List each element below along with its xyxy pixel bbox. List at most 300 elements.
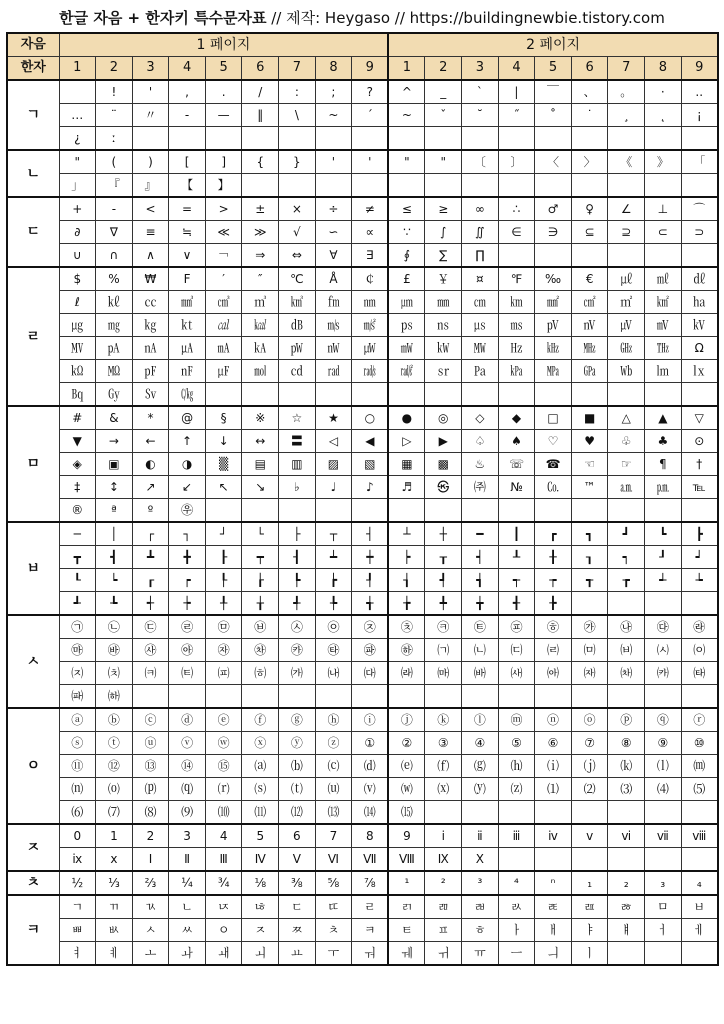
symbol-cell: ㎎ [96, 314, 133, 337]
symbol-cell: ^ [388, 80, 425, 104]
symbol-cell: ㏛ [425, 360, 462, 383]
symbol-cell: ┲ [608, 569, 645, 592]
symbol-cell: ⑥ [535, 732, 572, 755]
symbol-cell: ㎱ [425, 314, 462, 337]
symbol-cell: ⑩ [681, 732, 718, 755]
symbol-cell: 『 [96, 174, 133, 198]
symbol-cell [462, 383, 499, 407]
symbol-cell: 』 [132, 174, 169, 198]
symbol-cell: ∧ [132, 244, 169, 268]
symbol-cell: } [279, 150, 316, 174]
symbol-cell: ┠ [205, 546, 242, 569]
symbol-cell: ' [132, 80, 169, 104]
symbol-cell: ㅟ [425, 942, 462, 966]
symbol-cell: ─ [59, 522, 96, 546]
symbol-cell: ⒮ [242, 778, 279, 801]
symbol-cell [425, 383, 462, 407]
header-corner-consonant: 자음 [7, 33, 59, 57]
symbol-cell: ∞ [462, 197, 499, 221]
symbol-cell: № [498, 476, 535, 499]
symbol-cell: ㅖ [96, 942, 133, 966]
symbol-cell: ㏜ [132, 383, 169, 407]
symbol-cell: ≠ [352, 197, 389, 221]
symbol-cell [535, 174, 572, 198]
symbol-cell: ₂ [608, 871, 645, 895]
symbol-cell: ╂ [535, 546, 572, 569]
symbol-cell: ㎫ [535, 360, 572, 383]
symbol-cell: ⓨ [279, 732, 316, 755]
symbol-row [7, 267, 718, 291]
symbol-cell: ㎢ [645, 291, 682, 314]
symbol-cell: ⓢ [59, 732, 96, 755]
symbol-cell: ◐ [132, 453, 169, 476]
symbol-cell: ㈂ [498, 639, 535, 662]
symbol-cell: ⅞ [352, 871, 389, 895]
symbol-cell: ♤ [462, 430, 499, 453]
symbol-cell: ⓑ [96, 708, 133, 732]
symbol-cell [315, 685, 352, 709]
symbol-cell: ² [425, 871, 462, 895]
symbol-cell: ㈔ [498, 662, 535, 685]
symbol-cell: 〉 [571, 150, 608, 174]
symbol-cell: ㉪ [425, 615, 462, 639]
symbol-cell [571, 685, 608, 709]
symbol-cell: ⒲ [388, 778, 425, 801]
symbol-cell: ⓝ [535, 708, 572, 732]
symbol-cell: ㈐ [352, 662, 389, 685]
symbol-cell: ┚ [645, 546, 682, 569]
symbol-cell: ㏅ [279, 360, 316, 383]
consonant-label: ㅋ [7, 895, 59, 965]
symbol-cell: ㅎ [462, 919, 499, 942]
symbol-cell: ! [96, 80, 133, 104]
symbol-cell: ¡ [681, 104, 718, 127]
symbol-cell: ┌ [132, 522, 169, 546]
symbol-cell: ⓩ [315, 732, 352, 755]
symbol-cell: ∽ [315, 221, 352, 244]
symbol-cell: ⊙ [681, 430, 718, 453]
column-number: 4 [498, 57, 535, 81]
symbol-cell: ㅓ [645, 919, 682, 942]
symbol-cell [498, 244, 535, 268]
symbol-cell [498, 848, 535, 872]
column-number: 8 [315, 57, 352, 81]
symbol-cell: ㏐ [645, 360, 682, 383]
symbol-cell [535, 383, 572, 407]
symbol-cell: ㄶ [242, 895, 279, 919]
symbol-cell: ① [352, 732, 389, 755]
symbol-cell: ㎵ [571, 314, 608, 337]
symbol-cell: Ⅱ [169, 848, 206, 872]
page-2-header: 2 페이지 [388, 33, 717, 57]
symbol-cell: ▦ [388, 453, 425, 476]
symbol-cell [681, 848, 718, 872]
symbol-cell: ∈ [498, 221, 535, 244]
symbol-cell: º [132, 499, 169, 523]
symbol-cell [645, 592, 682, 616]
symbol-cell: ∏ [462, 244, 499, 268]
symbol-cell: ㉳ [96, 639, 133, 662]
symbol-row [7, 453, 718, 476]
symbol-cell: ⑶ [608, 778, 645, 801]
symbol-cell: ™ [571, 476, 608, 499]
symbol-cell: 。 [608, 80, 645, 104]
symbol-cell: F [169, 267, 206, 291]
symbol-cell: , [169, 80, 206, 104]
symbol-cell: ┥ [462, 546, 499, 569]
symbol-cell: ㈉ [96, 662, 133, 685]
symbol-row [7, 221, 718, 244]
symbol-cell: ₃ [645, 871, 682, 895]
symbol-cell: ⑧ [608, 732, 645, 755]
symbol-cell: ⅱ [462, 824, 499, 848]
symbol-cell: ⁿ [535, 871, 572, 895]
symbol-row [7, 174, 718, 198]
symbol-cell: ㄳ [132, 895, 169, 919]
symbol-cell: ⑼ [169, 801, 206, 825]
symbol-row [7, 499, 718, 523]
symbol-cell: ㄴ [169, 895, 206, 919]
symbol-cell: ⑭ [169, 755, 206, 778]
symbol-cell: ` [462, 80, 499, 104]
column-number: 9 [681, 57, 718, 81]
symbol-cell: ┐ [169, 522, 206, 546]
symbol-cell: ♧ [608, 430, 645, 453]
symbol-cell: ㈗ [608, 662, 645, 685]
symbol-cell: ¶ [645, 453, 682, 476]
symbol-cell: ㎽ [388, 337, 425, 360]
symbol-cell [279, 174, 316, 198]
consonant-label: ㄱ [7, 80, 59, 150]
symbol-cell: ⒴ [462, 778, 499, 801]
symbol-cell: ㎩ [462, 360, 499, 383]
symbol-cell: ㈊ [132, 662, 169, 685]
symbol-cell: ㏈ [279, 314, 316, 337]
symbol-cell: ⑿ [279, 801, 316, 825]
symbol-cell: ┣ [681, 522, 718, 546]
symbol-cell: ㎑ [535, 337, 572, 360]
symbol-cell: ㉰ [645, 615, 682, 639]
symbol-cell [169, 685, 206, 709]
symbol-cell: ㎷ [645, 314, 682, 337]
symbol-cell: 0 [59, 824, 96, 848]
symbol-cell: ⒝ [279, 755, 316, 778]
symbol-cell: ㉥ [242, 615, 279, 639]
symbol-cell: ↔ [242, 430, 279, 453]
symbol-row [7, 337, 718, 360]
symbol-cell: ┰ [425, 546, 462, 569]
symbol-cell: ㎈ [205, 314, 242, 337]
symbol-cell: ≫ [242, 221, 279, 244]
symbol-cell: ㉨ [352, 615, 389, 639]
symbol-cell: — [205, 104, 242, 127]
symbol-cell: ~ [315, 104, 352, 127]
symbol-cell: ⊥ [645, 197, 682, 221]
symbol-cell [388, 499, 425, 523]
symbol-row [7, 895, 718, 919]
symbol-cell: 7 [315, 824, 352, 848]
symbol-cell: ㎨ [352, 314, 389, 337]
consonant-label: ㄴ [7, 150, 59, 197]
symbol-cell: □ [535, 406, 572, 430]
symbol-cell: ⒢ [462, 755, 499, 778]
symbol-cell: ∵ [388, 221, 425, 244]
symbol-cell: ╅ [352, 592, 389, 616]
symbol-cell: ⓚ [425, 708, 462, 732]
symbol-cell: ⒰ [315, 778, 352, 801]
symbol-cell [645, 127, 682, 151]
symbol-cell: ㉦ [279, 615, 316, 639]
symbol-cell: ┗ [645, 522, 682, 546]
symbol-cell [608, 127, 645, 151]
symbol-cell [462, 127, 499, 151]
symbol-cell [425, 127, 462, 151]
symbol-cell: % [96, 267, 133, 291]
symbol-cell: ⒠ [388, 755, 425, 778]
symbol-cell: ☎ [535, 453, 572, 476]
symbol-cell: ] [205, 150, 242, 174]
symbol-cell: ⒜ [242, 755, 279, 778]
symbol-cell: - [169, 104, 206, 127]
symbol-cell: ㎘ [96, 291, 133, 314]
symbol-cell: ˚ [535, 104, 572, 127]
symbol-cell [205, 127, 242, 151]
symbol-cell [315, 499, 352, 523]
symbol-cell [571, 848, 608, 872]
symbol-cell [388, 383, 425, 407]
symbol-cell [279, 127, 316, 151]
symbol-cell: ㎠ [571, 291, 608, 314]
symbol-cell: .. [681, 80, 718, 104]
symbol-cell: ㎉ [242, 314, 279, 337]
symbol-row [7, 732, 718, 755]
symbol-cell: ㈏ [315, 662, 352, 685]
symbol-cell [242, 499, 279, 523]
symbol-cell: → [96, 430, 133, 453]
symbol-cell: ⓥ [169, 732, 206, 755]
symbol-cell: ₁ [571, 871, 608, 895]
symbol-cell: Ⅹ [462, 848, 499, 872]
symbol-cell: ㅈ [242, 919, 279, 942]
symbol-cell: ㅂ [681, 895, 718, 919]
symbol-cell [498, 685, 535, 709]
symbol-cell: ⒫ [132, 778, 169, 801]
symbol-cell [498, 127, 535, 151]
symbol-cell: 〓 [279, 430, 316, 453]
symbol-cell: ★ [315, 406, 352, 430]
symbol-cell [571, 383, 608, 407]
symbol-cell: ② [388, 732, 425, 755]
symbol-cell: ㉷ [242, 639, 279, 662]
symbol-cell [681, 499, 718, 523]
symbol-cell: ┝ [388, 546, 425, 569]
symbol-cell: 《 [608, 150, 645, 174]
symbol-cell: ┭ [498, 569, 535, 592]
symbol-cell: ♣ [645, 430, 682, 453]
symbol-cell [608, 174, 645, 198]
symbol-cell: ㉲ [59, 639, 96, 662]
symbol-cell: ♬ [388, 476, 425, 499]
symbol-cell: ㉮ [571, 615, 608, 639]
symbol-cell: ⑮ [205, 755, 242, 778]
symbol-cell [169, 127, 206, 151]
symbol-cell: ⑫ [96, 755, 133, 778]
symbol-cell: ㏄ [132, 291, 169, 314]
symbol-row [7, 360, 718, 383]
symbol-cell: √ [279, 221, 316, 244]
symbol-cell: 】 [205, 174, 242, 198]
symbol-cell: ㎛ [388, 291, 425, 314]
symbol-cell: ㈎ [279, 662, 316, 685]
symbol-cell: ℉ [498, 267, 535, 291]
symbol-row [7, 127, 718, 151]
symbol-cell: ㉱ [681, 615, 718, 639]
symbol-cell: ╉ [498, 592, 535, 616]
symbol-cell: Ⅷ [388, 848, 425, 872]
symbol-cell: ∂ [59, 221, 96, 244]
symbol-row [7, 104, 718, 127]
symbol-cell: ㅔ [681, 919, 718, 942]
symbol-cell: ⇔ [279, 244, 316, 268]
symbol-cell [242, 127, 279, 151]
symbol-cell: ㈓ [462, 662, 499, 685]
symbol-cell: 」 [59, 174, 96, 198]
symbol-cell: ⁴ [498, 871, 535, 895]
symbol-cell: ¾ [205, 871, 242, 895]
symbol-cell: + [59, 197, 96, 221]
header-row-numbers [7, 57, 718, 81]
symbol-cell: ㈙ [681, 662, 718, 685]
symbol-cell: ㉩ [388, 615, 425, 639]
symbol-cell: ㈑ [388, 662, 425, 685]
symbol-cell: ¸ [608, 104, 645, 127]
column-number: 5 [205, 57, 242, 81]
symbol-cell: ± [242, 197, 279, 221]
symbol-cell [535, 127, 572, 151]
symbol-cell: ㎃ [205, 337, 242, 360]
symbol-cell: ㎹ [59, 337, 96, 360]
symbol-cell: ㎔ [645, 337, 682, 360]
symbol-cell: ( [96, 150, 133, 174]
symbol-cell: ┿ [352, 546, 389, 569]
symbol-cell: ┞ [205, 569, 242, 592]
symbol-cell [425, 174, 462, 198]
header-row-pages [7, 33, 718, 57]
symbol-cell: ┕ [96, 569, 133, 592]
symbol-cell: ㏃ [59, 383, 96, 407]
symbol-cell: ┙ [681, 546, 718, 569]
symbol-row [7, 383, 718, 407]
symbol-cell: ⑹ [59, 801, 96, 825]
symbol-cell: ㎳ [498, 314, 535, 337]
symbol-row [7, 615, 718, 639]
symbol-cell: ⓡ [681, 708, 718, 732]
column-number: 1 [388, 57, 425, 81]
symbol-cell: ∮ [388, 244, 425, 268]
symbol-cell: ↙ [169, 476, 206, 499]
symbol-cell: ㎶ [608, 314, 645, 337]
symbol-cell [645, 848, 682, 872]
symbol-cell: ㅐ [535, 919, 572, 942]
symbol-row [7, 476, 718, 499]
symbol-cell: ㎋ [169, 360, 206, 383]
symbol-cell: ⑬ [132, 755, 169, 778]
symbol-cell: ㉭ [535, 615, 572, 639]
symbol-cell: § [205, 406, 242, 430]
title-credit: // 제작: Heygaso // https://buildingnewbie.tistory.com [266, 9, 665, 27]
symbol-cell: ㈘ [645, 662, 682, 685]
symbol-cell: ㎺ [279, 337, 316, 360]
symbol-cell: ▩ [425, 453, 462, 476]
symbol-cell: 4 [205, 824, 242, 848]
symbol-cell: 》 [645, 150, 682, 174]
symbol-cell: ㎭ [315, 360, 352, 383]
symbol-cell: ⇒ [242, 244, 279, 268]
symbol-cell: ⓟ [608, 708, 645, 732]
symbol-cell [681, 174, 718, 198]
symbol-cell [608, 848, 645, 872]
symbol-cell: ㄸ [315, 895, 352, 919]
symbol-cell: ⒦ [608, 755, 645, 778]
symbol-cell: ˛ [645, 104, 682, 127]
symbol-cell: ⓔ [205, 708, 242, 732]
symbol-cell: Ⅸ [425, 848, 462, 872]
symbol-cell [315, 174, 352, 198]
symbol-cell: ┛ [608, 522, 645, 546]
symbol-cell [535, 848, 572, 872]
symbol-cell: ㈜ [462, 476, 499, 499]
symbol-cell: 〈 [535, 150, 572, 174]
symbol-cell: 、 [571, 80, 608, 104]
symbol-cell: ⒵ [498, 778, 535, 801]
symbol-cell: ┨ [279, 546, 316, 569]
symbol-cell: ㅘ [169, 942, 206, 966]
symbol-cell: ┸ [498, 546, 535, 569]
symbol-cell: Ⅰ [132, 848, 169, 872]
symbol-cell: ♩ [315, 476, 352, 499]
symbol-row [7, 150, 718, 174]
symbol-cell: ⅵ [608, 824, 645, 848]
symbol-cell: ¹ [388, 871, 425, 895]
symbol-cell: ⒣ [498, 755, 535, 778]
symbol-cell: ▥ [279, 453, 316, 476]
symbol-cell: ∃ [352, 244, 389, 268]
symbol-cell: ┾ [169, 592, 206, 616]
symbol-cell: ※ [242, 406, 279, 430]
symbol-row [7, 942, 718, 966]
column-number: 6 [571, 57, 608, 81]
column-number: 7 [279, 57, 316, 81]
symbol-cell: ㏁ [96, 360, 133, 383]
symbol-cell: · [645, 80, 682, 104]
symbol-cell: ℃ [279, 267, 316, 291]
symbol-cell: ⅓ [96, 871, 133, 895]
symbol-cell [352, 685, 389, 709]
symbol-cell: ◀ [352, 430, 389, 453]
symbol-cell: ㅣ [571, 942, 608, 966]
symbol-cell: ┢ [315, 569, 352, 592]
symbol-cell: ▒ [205, 453, 242, 476]
symbol-cell: ⑻ [132, 801, 169, 825]
symbol-cell: ③ [425, 732, 462, 755]
symbol-cell: ⓐ [59, 708, 96, 732]
symbol-cell [425, 685, 462, 709]
symbol-cell: ㎕ [608, 267, 645, 291]
column-number: 1 [59, 57, 96, 81]
symbol-cell: ⅳ [535, 824, 572, 848]
symbol-cell [498, 174, 535, 198]
symbol-cell [535, 244, 572, 268]
